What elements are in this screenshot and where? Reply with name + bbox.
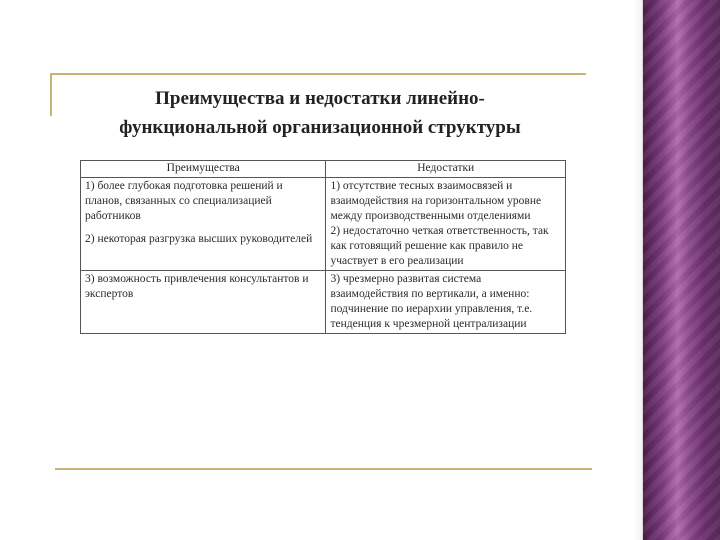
- advantage-item: 2) некоторая разгрузка высших руководителей: [85, 233, 313, 245]
- frame-top-line: [50, 73, 586, 75]
- disadvantage-item: 2) недостаточно четкая ответственность, так как готовящий решение как правило не участвует в его реализации: [330, 225, 549, 267]
- disadvantages-cell: [326, 178, 566, 271]
- table-row: [81, 178, 566, 271]
- table-header-row: [81, 161, 566, 178]
- frame-bottom-line: [55, 468, 592, 470]
- decorative-strip: [633, 0, 643, 540]
- slide-title: [60, 84, 580, 142]
- title-line-1: Преимущества и недостатки линейно-: [155, 88, 485, 109]
- decorative-sidebar: [643, 0, 720, 540]
- disadvantage-item: 1) отсутствие тесных взаимосвязей и взаимодействия на горизонтальном уровне между производственными отделениями: [330, 180, 542, 222]
- advantage-item: 1) более глубокая подготовка решений и планов, связанных со специализацией работников: [85, 180, 283, 222]
- advantage-item: 3) возможность привлечения консультантов и экспертов: [85, 273, 309, 300]
- advantages-cell: [81, 178, 326, 271]
- title-line-2: функциональной организационной структуры: [119, 117, 521, 138]
- header-advantages: Преимущества: [81, 161, 326, 178]
- comparison-table: [80, 160, 566, 334]
- table-row: [81, 271, 566, 334]
- frame-left-line: [50, 73, 52, 116]
- advantages-cell: [81, 271, 326, 334]
- disadvantages-cell: [326, 271, 566, 334]
- disadvantage-item: 3) чрезмерно развитая система взаимодействия по вертикали, а именно: подчинение по иерархии управления, т.е. тенденция к чрезмерной централизации: [330, 273, 533, 330]
- header-disadvantages: Недостатки: [326, 161, 566, 178]
